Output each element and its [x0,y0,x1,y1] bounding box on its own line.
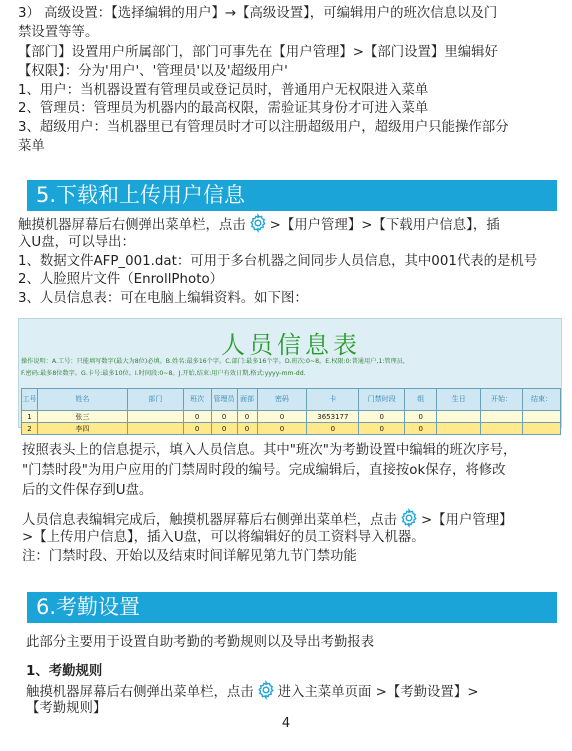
table-cell [437,411,481,423]
intro-line-3: 【部门】设置用户所属部门，部门可事先在【用户管理】>【部门设置】里编辑好 [18,45,498,60]
spreadsheet-title: 人员信息表 [221,331,361,359]
table-cell [437,423,481,435]
header-cell: 开始： [481,389,523,411]
spreadsheet-grid [21,388,561,435]
table-cell: 0 [237,411,257,423]
table-cell: 0 [307,423,359,435]
table-cell: 李四 [37,423,127,435]
intro-line-7: 3、超级用户：当机器里已有管理员时才可以注册超级用户，超级用户只能操作部分 [18,120,509,135]
section-5-item-1: 1、数据文件AFP_001.dat：可用于多台机器之间同步人员信息，其中001代表的是机号 [18,254,538,269]
intro-line-2: 禁设置等等。 [18,25,99,40]
header-cell: 班次 [183,389,211,411]
section-5-banner [27,180,557,211]
section-5-para-3-c: >【上传用户信息】，插入U盘，可以将编辑好的员工资料导入机器。 [22,530,425,545]
header-cell: 部门 [127,389,183,411]
header-cell: 工号 [22,389,38,411]
section-5-para-3-a: 人员信息表编辑完成后，触摸机器屏幕后右侧弹出菜单栏，点击 [22,513,397,528]
intro-line-6: 2、管理员：管理员为机器内的最高权限，需验证其身份才可进入菜单 [18,101,429,116]
header-cell: 面部 [237,389,257,411]
spreadsheet-note-2: F.密码:最多8位数字。G.卡号:最多10位。I.时间段:0~8。J.开始,结束:用户有效日期,格式:yyyy-mm-dd. [21,370,306,377]
table-cell: 2 [22,423,38,435]
table-cell: 0 [183,411,211,423]
header-cell: 结束： [522,389,560,411]
section-5-title: 5.下载和上传用户信息 [36,183,246,207]
table-row [22,411,561,423]
section-5-item-2: 2、人脸照片文件（EnrollPhoto） [18,272,224,287]
table-cell [481,411,523,423]
table-cell: 1 [22,411,38,423]
table-cell: 0 [237,423,257,435]
table-cell: 3653177 [307,411,359,423]
table-cell: 0 [405,411,437,423]
table-cell [481,423,523,435]
section-5-para-2-b: "门禁时段"为用户应用的门禁周时段的编号。完成编辑后，直接按ok保存，将修改 [22,463,506,478]
table-cell: 0 [359,411,405,423]
section-6-para-2-a: 触摸机器屏幕后右侧弹出菜单栏，点击 [26,685,254,700]
section-6-title: 6.考勤设置 [36,595,141,619]
table-cell [522,411,560,423]
section-5-para-2-a: 按照表头上的信息提示，填入人员信息。其中"班次"为考勤设置中编辑的班次序号， [22,443,517,458]
table-cell: 0 [183,423,211,435]
table-cell: 0 [405,423,437,435]
section-6-para-2-c: 【考勤规则】 [26,701,107,716]
user-info-spreadsheet [18,318,562,433]
section-6-para-2-b: 进入主菜单页面 >【考勤设置】> [277,685,479,700]
section-5-para-1-a: 触摸机器屏幕后右侧弹出菜单栏，点击 [18,218,246,233]
section-6-subheading: 1、考勤规则 [26,664,103,679]
spreadsheet-header-row [22,389,561,411]
section-5-note: 注：门禁时段、开始以及结束时间详解见第九节门禁功能 [22,549,357,564]
table-row [22,423,561,435]
header-cell: 姓名 [37,389,127,411]
section-5-para-1-b: >【用户管理】>【下载用户信息】，插 [269,218,500,233]
table-cell: 0 [211,411,237,423]
table-cell: 0 [257,411,307,423]
header-cell: 管理员 [211,389,237,411]
intro-line-8: 菜单 [18,139,45,154]
page-number: 4 [281,716,291,731]
spreadsheet-note-1: 操作说明：A.工号：只能填写数字(最大为8位)必填。B.姓名:最多16个字。C.部门:最多16个字。D.班次:0~8。E.权限:0:普通用户,1:管理员, [21,358,405,365]
table-cell [127,423,183,435]
header-cell: 密码 [257,389,307,411]
header-cell: 生日 [437,389,481,411]
gear-icon [248,213,268,233]
table-cell: 0 [359,423,405,435]
intro-line-4: 【权限】：分为'用户'、'管理员'以及'超级用户' [18,64,288,79]
header-cell: 组 [405,389,437,411]
table-cell: 0 [257,423,307,435]
intro-line-1: 3） 高级设置：【选择编辑的用户】→【高级设置】，可编辑用户的班次信息以及门 [18,6,498,21]
section-5-item-3: 3、人员信息表：可在电脑上编辑资料。如下图： [18,291,308,306]
section-6-para-1: 此部分主要用于设置自助考勤的考勤规则以及导出考勤报表 [26,635,375,650]
section-5-para-1-c: 入U盘，可以导出： [18,235,135,250]
header-cell: 门禁时段 [359,389,405,411]
gear-icon [256,680,276,700]
table-cell: 0 [211,423,237,435]
intro-line-5: 1、用户：当机器设置有管理员或登记员时，普通用户无权限进入菜单 [18,83,429,98]
header-cell: 卡 [307,389,359,411]
section-5-para-3-b: >【用户管理】 [420,513,513,528]
table-cell [127,411,183,423]
table-cell: 张三 [37,411,127,423]
section-5-para-2-c: 后的文件保存到U盘。 [22,483,153,498]
table-cell [522,423,560,435]
gear-icon [399,508,419,528]
section-6-banner [27,592,557,623]
